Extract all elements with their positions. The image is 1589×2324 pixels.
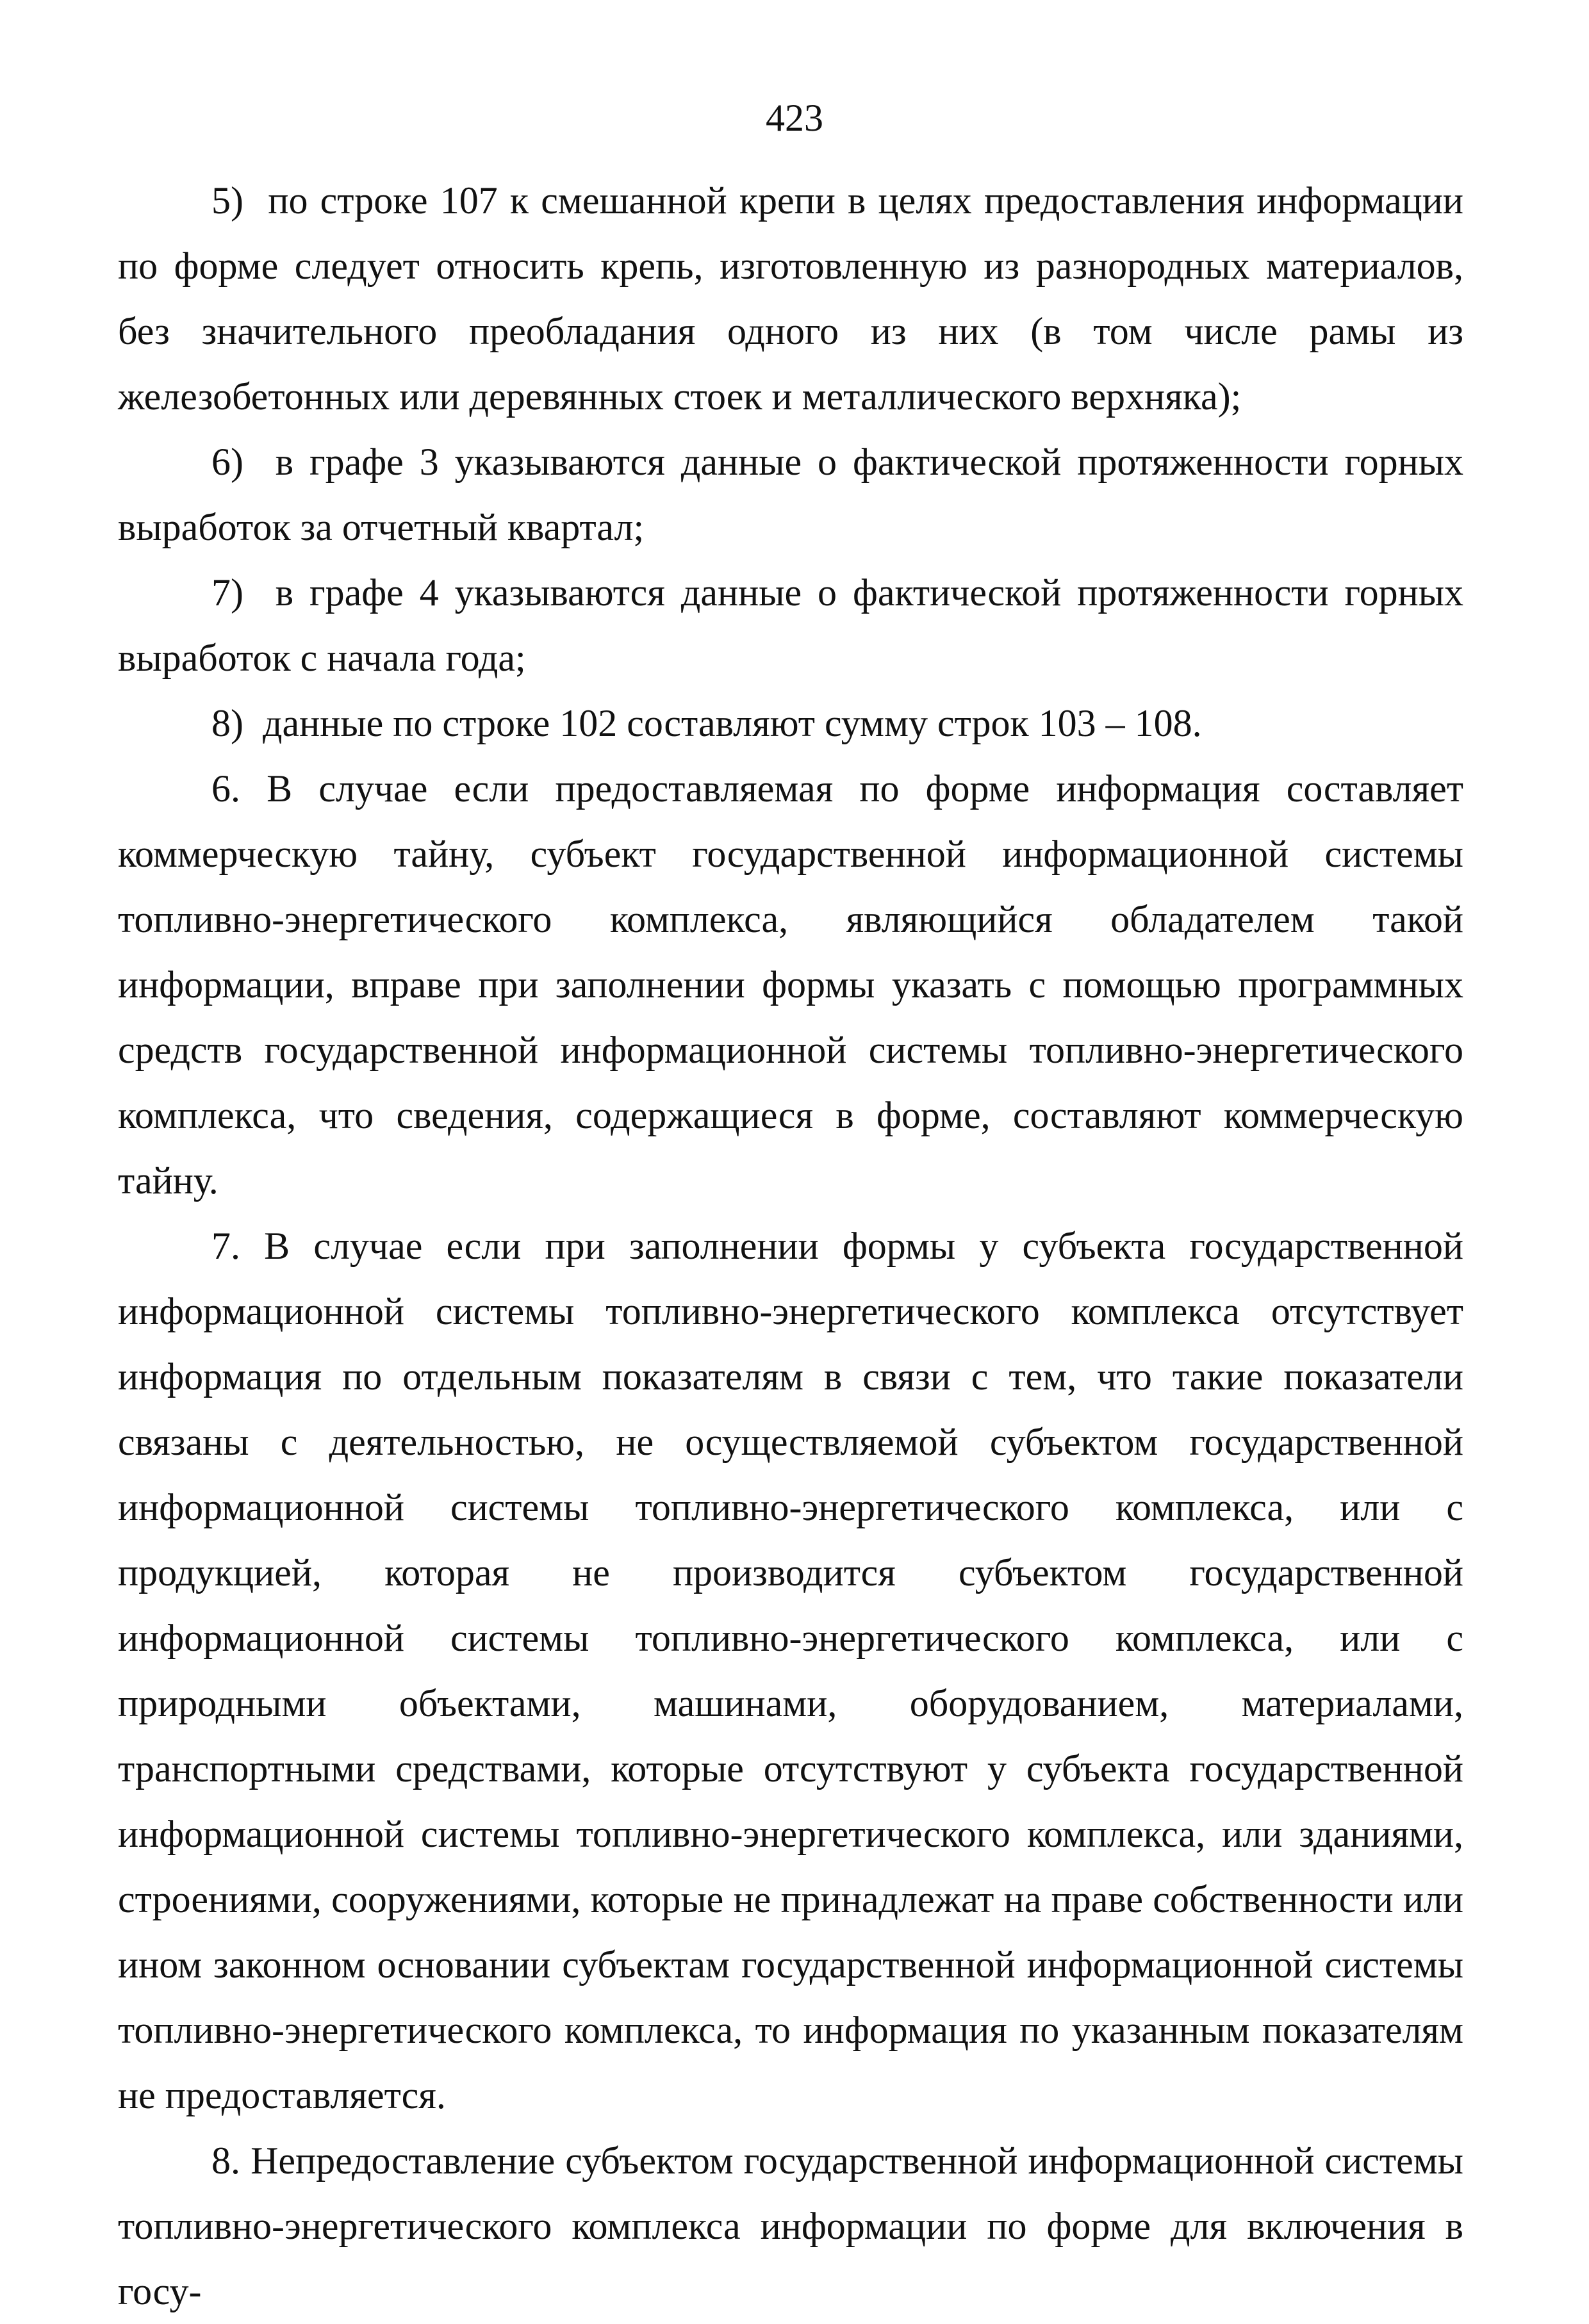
paragraph-clause-7: 7. В случае если при заполнении формы у субъекта государственной информационной системы топливно-энергетического комплекса отсутствует информация по отдельным показателям в связи с тем, что такие показатели связаны с деятельностью, не осуществляемой субъектом государственной информационной системы топливно-энергетического комплекса, или с продукцией, которая не производится субъектом государственной информационной системы топливно-энергетического комплекса, или с природными объектами, машинами, оборудованием, материалами, транспортными средствами, которые отсутствуют у субъекта государственной информационной системы топливно-энергетического комплекса, или зданиями, строениями, сооружениями, которые не принадлежат на праве собственности или ином законном основании субъектам государственной информационной системы топливно-энергетического комплекса, то информация по указанным показателям не предоставляется. xyxy=(118,1225,1463,2116)
paragraph-item-5: 5) по строке 107 к смешанной крепи в целях предоставления информации по форме следует относить крепь, изготовленную из разнородных материалов, без значительного преобладания одного из них (в том числе рамы из железобетонных или деревянных стоек и металлического верхняка); xyxy=(118,179,1463,418)
paragraph-item-6: 6) в графе 3 указываются данные о фактической протяженности горных выработок за отчетный квартал; xyxy=(118,441,1463,548)
paragraph-clause-8: 8. Непредоставление субъектом государственной информационной системы топливно-энергетического комплекса информации по форме для включения в госу- xyxy=(118,2140,1463,2312)
paragraph-item-7: 7) в графе 4 указываются данные о фактической протяженности горных выработок с начала года; xyxy=(118,571,1463,679)
paragraph-clause-6: 6. В случае если предоставляемая по форме информация составляет коммерческую тайну, субъект государственной информационной системы топливно-энергетического комплекса, являющийся обладателем такой информации, вправе при заполнении формы указать с помощью программных средств государственной информационной системы топливно-энергетического комплекса, что сведения, содержащиеся в форме, составляют коммерческую тайну. xyxy=(118,767,1463,1202)
page-number: 423 xyxy=(766,97,823,139)
paragraph-item-8: 8) данные по строке 102 составляют сумму строк 103 – 108. xyxy=(211,702,1202,744)
document-body xyxy=(118,168,1463,2324)
